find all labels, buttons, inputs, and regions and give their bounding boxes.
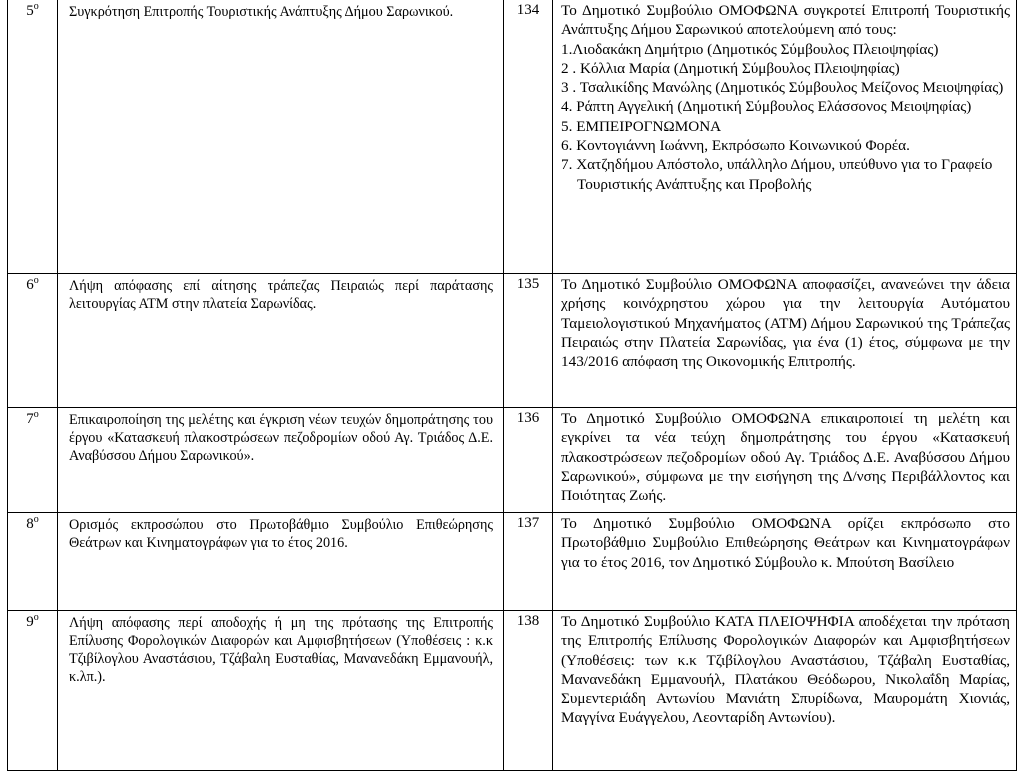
table-row xyxy=(8,274,1017,408)
table-row xyxy=(8,513,1017,611)
minutes-table xyxy=(7,0,1017,771)
decision-number: 136 xyxy=(504,408,553,513)
decision-number: 134 xyxy=(504,0,553,274)
table-row xyxy=(8,0,1017,274)
decision-number: 137 xyxy=(504,513,553,611)
item-number: $7^o$ xyxy=(8,408,58,513)
resolution-text: Το Δημοτικό Συμβούλιο ΟΜΟΦΩΝΑ συγκροτεί Επιτροπή Τουριστικής Ανάπτυξης Δήμου Σαρωνικού αποτελούμενη από τους: xyxy=(561,2,1010,39)
item-resolution: Το Δημοτικό Συμβούλιο ΟΜΟΦΩΝΑ ορίζει εκπρόσωπο στο Πρωτοβάθμιο Συμβούλιο Επιθεώρησης Θεάτρων και Κινηματογράφων για το έτος 2016, τον Δημοτικό Σύμβουλο κ. Μπούτση Βασίλειο xyxy=(553,513,1017,611)
member-item: 6. Κοντογιάννη Ιωάννη, Εκπρόσωπο Κοινωνικού Φορέα. xyxy=(561,137,910,155)
item-number: $8^o$ xyxy=(8,513,58,611)
item-subject: Επικαιροποίηση της μελέτης και έγκριση νέων τευχών δημοπράτησης του έργου «Κατασκευή πλακοστρώσεων πεζοδρομίων οδού Αγ. Τριάδος Δ.Ε. Αναβύσσου Δήμου Σαρωνικού». xyxy=(58,408,504,513)
decision-number: 135 xyxy=(504,274,553,408)
table-row xyxy=(8,408,1017,513)
item-resolution xyxy=(553,0,1017,274)
member-item: 7. Χατζηδήμου Απόστολο, υπάλληλο Δήμου, υπεύθυνο για το Γραφείο Τουριστικής Ανάπτυξης και Προβολής xyxy=(561,156,993,193)
item-subject: Λήψη απόφασης περί αποδοχής ή μη της πρότασης της Επιτροπής Επίλυσης Φορολογικών Διαφορών και Αμφισβητήσεων (Υποθέσεις : κ.κ Τζιβίλογλου Αναστάσιου, Τζάβαλη Ευσταθίας, Μανανεδάκη Εμμανουήλ, κ.λπ.). xyxy=(58,611,504,771)
decision-number: 138 xyxy=(504,611,553,771)
item-subject: Λήψη απόφασης επί αίτησης τράπεζας Πειραιώς περί παράτασης λειτουργίας ΑΤΜ στην πλατεία Σαρωνίδας. xyxy=(58,274,504,408)
member-item: 3 . Τσαλικίδης Μανώλης (Δημοτικός Σύμβουλος Μείζονος Μειοψηφίας) xyxy=(561,79,1004,97)
item-number: $9^o$ xyxy=(8,611,58,771)
member-item: 4. Ράπτη Αγγελική (Δημοτική Σύμβουλος Ελάσσονος Μειοψηφίας) xyxy=(561,98,972,116)
item-resolution: Το Δημοτικό Συμβούλιο ΚΑΤΑ ΠΛΕΙΟΨΗΦΙΑ αποδέχεται την πρόταση της Επιτροπής Επίλυσης Φορολογικών Διαφορών και Αμφισβητήσεων (Υποθέσεις: των κ.κ Τζιβίλογλου Αναστάσιου, Τζάβαλη Ευσταθίας, Μανανεδάκη Εμμανουήλ, Πλατάκου Θεόδωρου, Νικολαΐδη Μαρίας, Συμεντεριάδη Αντωνίου Μανιάτη Σπυρίδωνα, Μαυρομάτη Χιονιάς, Μαγγίνα Ευάγγελου, Λεονταρίδη Αντωνίου). xyxy=(553,611,1017,771)
member-item: 2 . Κόλλια Μαρία (Δημοτική Σύμβουλος Πλειοψηφίας) xyxy=(561,59,900,77)
member-item: 1.Λιοδακάκη Δημήτριο (Δημοτικός Σύμβουλος Πλειοψηφίας) xyxy=(561,40,939,58)
item-number: $6^o$ xyxy=(8,274,58,408)
item-number: $5^o$ xyxy=(8,0,58,274)
item-resolution: Το Δημοτικό Συμβούλιο ΟΜΟΦΩΝΑ αποφασίζει, ανανεώνει την άδεια χρήσης κοινόχρηστου χώρου για την λειτουργία Αυτόματου Ταμειολογιστικού Μηχανήματος (ΑΤΜ) Δήμου Σαρωνικού της Τράπεζας Πειραιώς στην Πλατεία Σαρωνίδας, για ένα (1) έτος, σύμφωνα με την 143/2016 απόφαση της Οικονομικής Επιτροπής. xyxy=(553,274,1017,408)
table-row xyxy=(8,611,1017,771)
item-resolution: Το Δημοτικό Συμβούλιο ΟΜΟΦΩΝΑ επικαιροποιεί τη μελέτη και εγκρίνει τα νέα τεύχη δημοπράτησης του έργου «Κατασκευή πλακοστρώσεων πεζοδρομίων οδού Αγ. Τριάδος Δ.Ε. Αναβύσσου Δήμου Σαρωνικού», σύμφωνα με την εισήγηση της Δ/νσης Περιβάλλοντος και Ποιότητας Ζωής. xyxy=(553,408,1017,513)
member-item: 5. ΕΜΠΕΙΡΟΓΝΩΜΟΝΑ xyxy=(561,117,722,135)
item-subject: Συγκρότηση Επιτροπής Τουριστικής Ανάπτυξης Δήμου Σαρωνικού. xyxy=(58,0,504,274)
item-subject: Ορισμός εκπροσώπου στο Πρωτοβάθμιο Συμβούλιο Επιθεώρησης Θεάτρων και Κινηματογράφων για το έτος 2016. xyxy=(58,513,504,611)
